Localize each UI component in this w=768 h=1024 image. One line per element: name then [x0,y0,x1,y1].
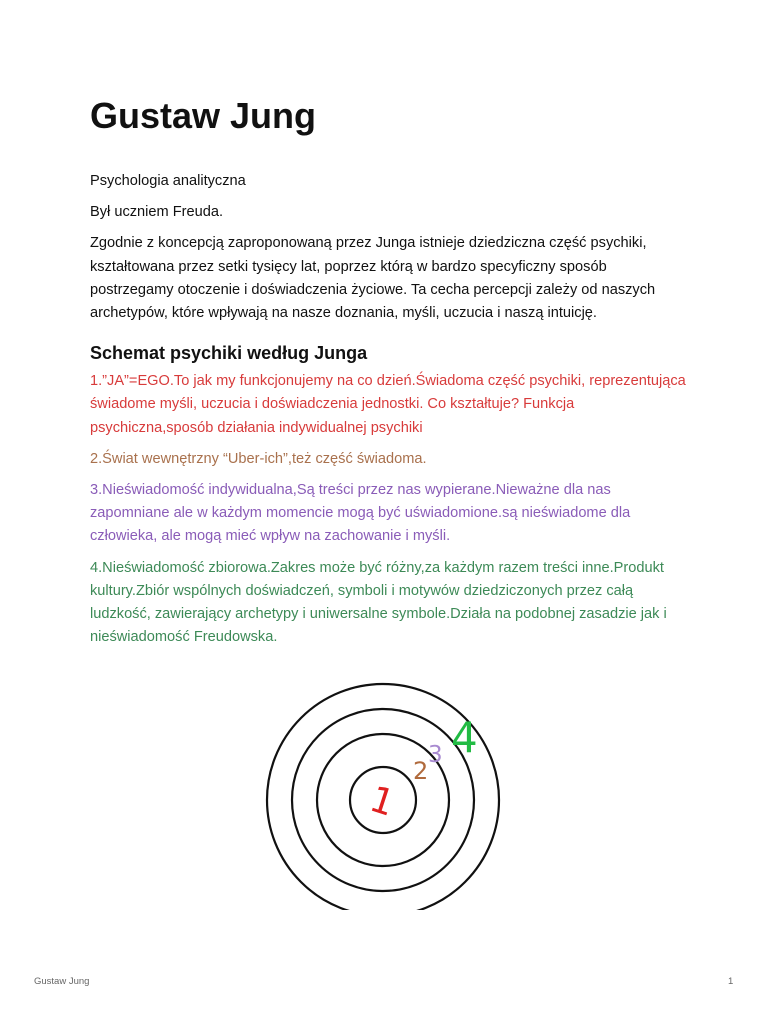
diagram-label-1: 1 [364,778,400,825]
list-item-inner-world: 2.Świat wewnętrzny “Uber-ich”,też część świadoma. [90,450,427,467]
document-body [90,170,690,657]
diagram-label-3: 3 [428,742,443,768]
list-item-collective-unconscious: 4.Nieświadomość zbiorowa.Zakres może być różny,za każdym razem treści inne.Produkt kultury.Zbiór wspólnych doświadczeń, symboli i motywów dziedziczonych przez całą ludzkość, zawierający archetypy i uniwersalne symbole.Działa na podobnej zasadzie jak i nieświadomość Freudowska. [90,559,667,646]
diagram-label-2: 2 [413,757,429,785]
footer-title: Gustaw Jung [34,976,90,987]
paragraph-subtitle: Psychologia analityczna [90,173,246,189]
list-item-ego: 1.”JA”=EGO.To jak my funkcjonujemy na co dzień.Świadoma część psychiki, reprezentująca świadome myśli, uczucia i doświadczenia jednostki. Co kształtuje? Funkcja psychiczna,sposób działania indywidualnej psychiki [90,373,686,436]
page-number: 1 [728,976,734,987]
page-title: Gustaw Jung [90,95,317,136]
diagram-label-4: 4 [451,713,478,762]
list-item-individual-unconscious: 3.Nieświadomość indywidualna,Są treści przez nas wypierane.Nieważne dla nas zapomniane ale w każdym momencie mogą być uświadomione.są nieświadome dla człowieka, ale mogą mieć wpływ na zachowanie i myśli. [90,482,631,545]
psyche-diagram [250,680,518,910]
paragraph-freud: Był uczniem Freuda. [90,204,224,221]
paragraph-concept: Zgodnie z koncepcją zaproponowaną przez Junga istnieje dziedziczna część psychiki, kształtowana przez setki tysięcy lat, poprzez którą w bardzo specyficzny sposób postrzegamy otoczenie i doświadczenia życiowe. Ta cecha percepcji zależy od naszych archetypów, które wpływają na nasze doznania, myśli, uczucia i naszą intuicję. [90,235,656,322]
section-heading: Schemat psychiki według Junga [90,343,368,364]
